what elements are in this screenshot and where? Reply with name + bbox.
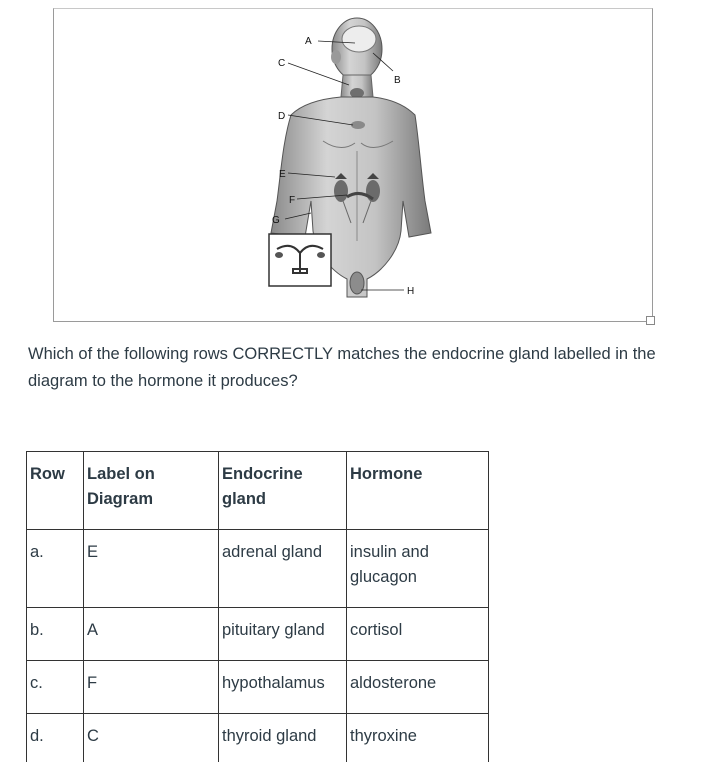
row-gland: thyroid gland xyxy=(219,714,347,762)
table-row xyxy=(27,530,489,608)
ovary-right xyxy=(317,252,325,258)
table-row xyxy=(27,608,489,661)
row-id: d. xyxy=(27,714,84,762)
label-g: G xyxy=(272,215,280,226)
row-id: c. xyxy=(27,661,84,714)
row-id: b. xyxy=(27,608,84,661)
label-c: C xyxy=(278,58,286,69)
row-hormone: insulin and glucagon xyxy=(347,530,489,608)
left-kidney-shape xyxy=(334,180,348,202)
row-gland: adrenal gland xyxy=(219,530,347,608)
row-label: C xyxy=(84,714,219,762)
label-h: H xyxy=(407,286,415,297)
label-f: F xyxy=(289,195,296,206)
header-row: Row xyxy=(27,452,84,530)
ear-shape xyxy=(331,50,341,64)
row-label: F xyxy=(84,661,219,714)
row-label: A xyxy=(84,608,219,661)
answer-table xyxy=(26,451,489,762)
label-e: E xyxy=(279,169,286,180)
brain-shape xyxy=(342,26,376,52)
row-id: a. xyxy=(27,530,84,608)
header-gland: Endocrine gland xyxy=(219,452,347,530)
thymus-shape xyxy=(351,121,365,129)
image-resize-handle[interactable] xyxy=(646,316,655,325)
label-b: B xyxy=(394,75,401,86)
row-hormone: thyroxine xyxy=(347,714,489,762)
diagram-figure xyxy=(53,8,653,322)
human-endocrine-diagram xyxy=(54,9,652,321)
testis-shape xyxy=(350,272,364,294)
header-label: Label on Diagram xyxy=(84,452,219,530)
table-header-row xyxy=(27,452,489,530)
header-hormone: Hormone xyxy=(347,452,489,530)
row-hormone: aldosterone xyxy=(347,661,489,714)
row-gland: pituitary gland xyxy=(219,608,347,661)
table-row xyxy=(27,714,489,762)
ovary-left xyxy=(275,252,283,258)
table-row xyxy=(27,661,489,714)
label-d: D xyxy=(278,111,286,122)
row-gland: hypothalamus xyxy=(219,661,347,714)
row-label: E xyxy=(84,530,219,608)
label-a: A xyxy=(305,36,312,47)
question-text: Which of the following rows CORRECTLY matches the endocrine gland labelled in the diagram to the hormone it produces? xyxy=(28,345,656,390)
row-hormone: cortisol xyxy=(347,608,489,661)
